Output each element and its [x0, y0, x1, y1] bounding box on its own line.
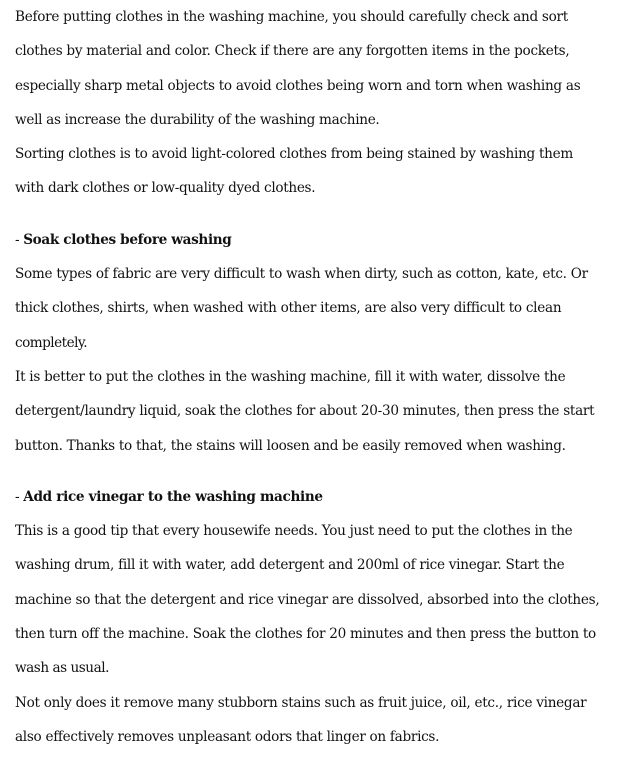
text-line: clothes by material and color. Check if there are any forgotten items in the pockets,: [15, 43, 570, 60]
section-soak: [15, 223, 630, 463]
paragraph-soak-method: [15, 360, 630, 463]
text-line: Before putting clothes in the washing machine, you should carefully check and sort: [15, 9, 568, 25]
text-line: It is better to put the clothes in the washing machine, fill it with water, dissolve the: [15, 368, 566, 385]
text-line: button. Thanks to that, the stains will loosen and be easily removed when washing.: [15, 437, 566, 454]
text-line: washing drum, fill it with water, add detergent and 200ml of rice vinegar. Start the: [15, 557, 565, 574]
text-line: also effectively removes unpleasant odors that linger on fabrics.: [15, 728, 440, 745]
text-line: well as increase the durability of the washing machine.: [15, 111, 380, 128]
text-line: wash as usual.: [15, 660, 109, 677]
article-body: [15, 0, 630, 754]
heading-dash: -: [15, 231, 24, 248]
text-line: with dark clothes or low-quality dyed clothes.: [15, 180, 316, 197]
paragraph-sorting: [15, 137, 630, 206]
text-line: thick clothes, shirts, when washed with other items, are also very difficult to clean: [15, 300, 562, 317]
section-heading: [15, 480, 630, 514]
section-vinegar: [15, 480, 630, 754]
paragraph-fabric: [15, 257, 630, 360]
text-line: detergent/laundry liquid, soak the clothes for about 20-30 minutes, then press the start: [15, 403, 595, 420]
section-intro: [15, 0, 630, 206]
paragraph-vinegar-benefits: [15, 686, 630, 755]
section-spacer: [15, 463, 630, 480]
paragraph-inspect: [15, 0, 630, 137]
section-spacer: [15, 206, 630, 223]
paragraph-vinegar-tip: [15, 514, 630, 685]
heading-dash: -: [15, 488, 24, 505]
text-line: completely.: [15, 334, 88, 351]
heading-text: Add rice vinegar to the washing machine: [23, 488, 323, 505]
section-heading: [15, 223, 630, 257]
text-line: especially sharp metal objects to avoid clothes being worn and torn when washing as: [15, 77, 581, 94]
text-line: Not only does it remove many stubborn stains such as fruit juice, oil, etc., rice vinegar: [15, 694, 587, 711]
text-line: This is a good tip that every housewife needs. You just need to put the clothes in the: [15, 523, 573, 540]
text-line: Some types of fabric are very difficult to wash when dirty, such as cotton, kate, etc. Or: [15, 266, 588, 283]
heading-text: Soak clothes before washing: [23, 231, 232, 248]
text-line: machine so that the detergent and rice vinegar are dissolved, absorbed into the clothes,: [15, 591, 600, 608]
text-line: then turn off the machine. Soak the clothes for 20 minutes and then press the button to: [15, 626, 596, 643]
text-line: Sorting clothes is to avoid light-colored clothes from being stained by washing them: [15, 146, 574, 163]
